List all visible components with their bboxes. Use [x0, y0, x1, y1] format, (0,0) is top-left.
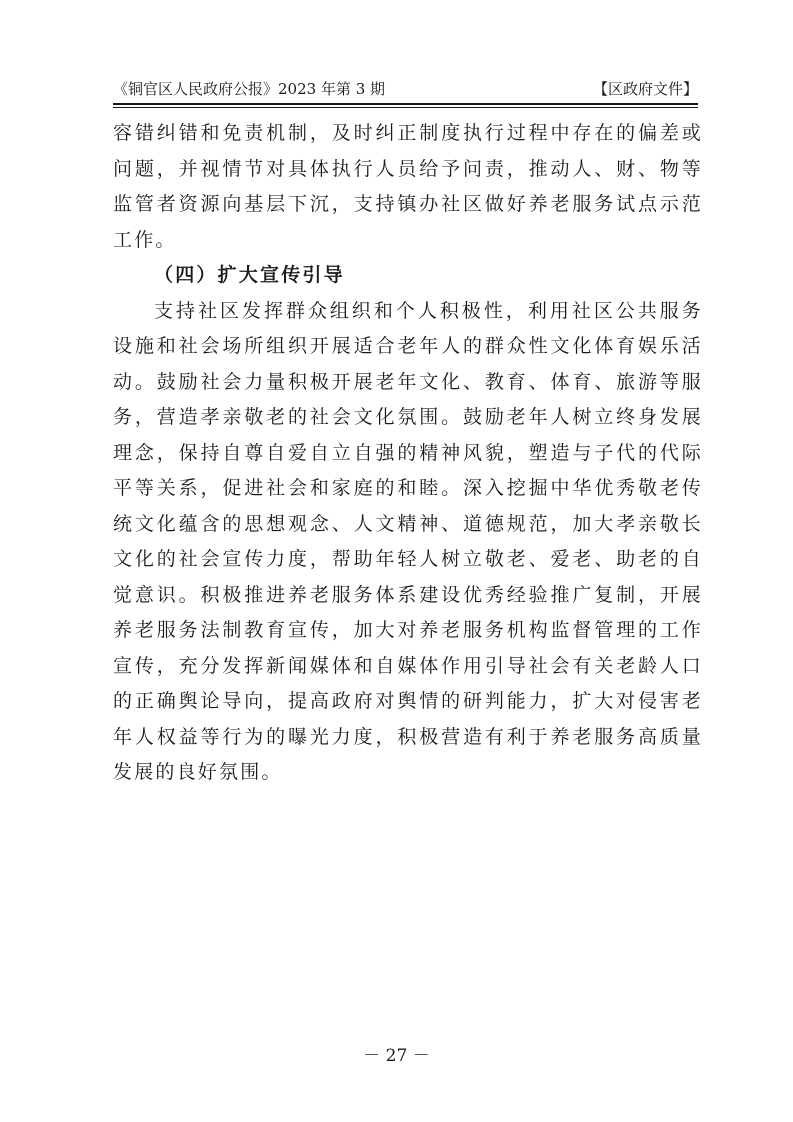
paragraph-1-line: 工作。 — [113, 228, 177, 251]
paragraph-2-line: 动。鼓励社会力量积极开展老年文化、教育、体育、旅游等服 — [113, 370, 703, 393]
paragraph-2-line: 年人权益等行为的曝光力度，积极营造有利于养老服务高质量 — [113, 725, 703, 748]
header-rule-thick — [113, 103, 698, 105]
paragraph-2-line: 养老服务法制教育宣传，加大对养老服务机构监督管理的工作 — [113, 619, 703, 641]
paragraph-2-line: 的正确舆论导向，提高政府对舆情的研判能力，扩大对侵害老 — [113, 690, 703, 712]
paragraph-1-line: 容错纠错和免责机制，及时纠正制度执行过程中存在的偏差或 — [113, 122, 703, 144]
paragraph-2-line: 务，营造孝亲敬老的社会文化氛围。鼓励老年人树立终身发展 — [113, 406, 703, 428]
paragraph-2-line: 发展的良好氛围。 — [113, 761, 283, 783]
paragraph-2-line: 平等关系，促进社会和家庭的和睦。深入挖掘中华优秀敬老传 — [113, 477, 703, 499]
paragraph-1-line: 问题，并视情节对具体执行人员给予问责，推动人、财、物等 — [113, 157, 703, 180]
paragraph-2-line: 文化的社会宣传力度，帮助年轻人树立敬老、爱老、助老的自 — [113, 548, 703, 570]
section-heading: （四）扩大宣传引导 — [154, 264, 345, 286]
paragraph-2-line: 支持社区发挥群众组织和个人积极性，利用社区公共服务 — [154, 299, 703, 322]
paragraph-2-line: 统文化蕴含的思想观念、人文精神、道德规范，加大孝亲敬长 — [113, 512, 703, 535]
paragraph-2-line: 宣传，充分发挥新闻媒体和自媒体作用引导社会有关老龄人口 — [113, 654, 703, 677]
page-number: － 27 － — [363, 1046, 430, 1066]
header-section-label: 【区政府文件】 — [592, 80, 698, 98]
paragraph-2-line: 觉意识。积极推进养老服务体系建设优秀经验推广复制，开展 — [113, 583, 703, 606]
paragraph-2-line: 设施和社会场所组织开展适合老年人的群众性文化体育娱乐活 — [113, 335, 703, 357]
paragraph-2-line: 理念，保持自尊自爱自立自强的精神风貌，塑造与子代的代际 — [113, 441, 703, 464]
header-rule-thin — [113, 107, 698, 108]
header-publication-title: 《铜官区人民政府公报》2023 年第 3 期 — [113, 80, 386, 98]
running-header — [113, 78, 698, 100]
body-text — [113, 116, 703, 791]
paragraph-1-line: 监管者资源向基层下沉，支持镇办社区做好养老服务试点示范 — [113, 193, 703, 215]
